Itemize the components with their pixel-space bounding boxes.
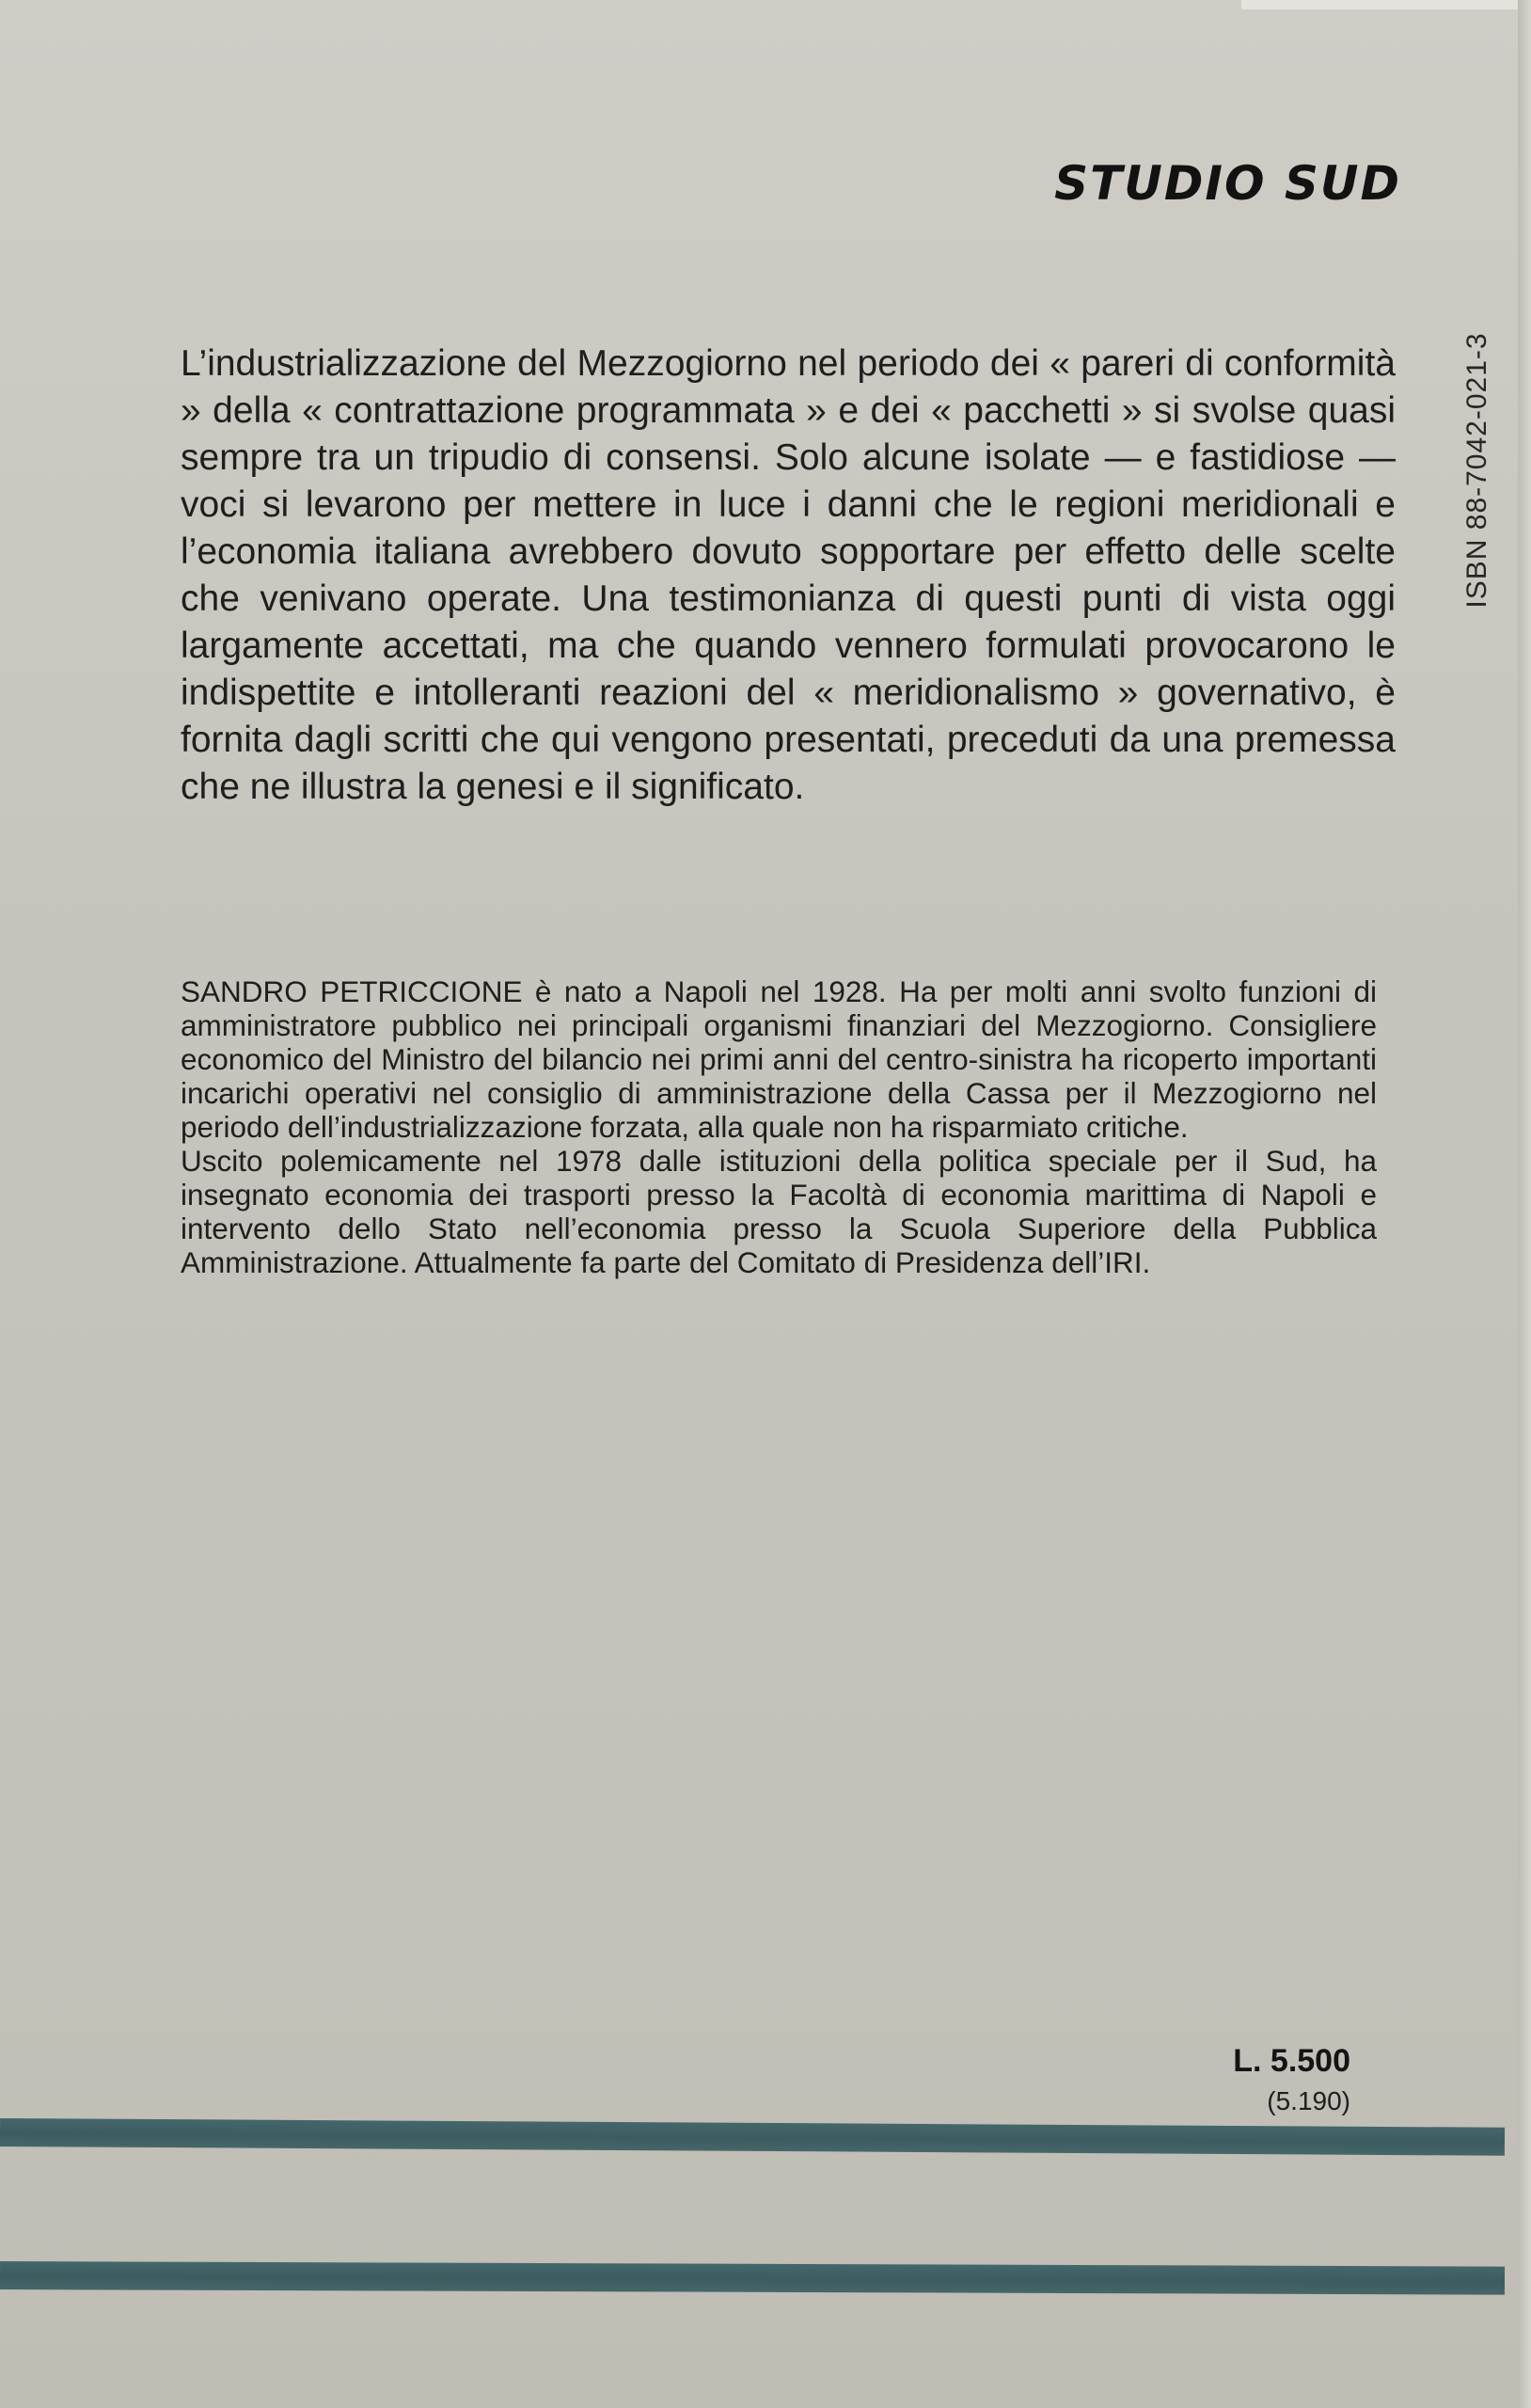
price-secondary-label: (5.190) bbox=[1267, 2086, 1350, 2115]
price-label: L. 5.500 bbox=[1233, 2043, 1350, 2079]
isbn-code: ISBN 88-7042-021-3 bbox=[1461, 332, 1492, 609]
series-title: STUDIO SUD bbox=[1054, 156, 1401, 211]
author-bio-paragraph: Uscito polemicamente nel 1978 dalle istituzioni della politica speciale per il Sud, ha insegnato economia dei trasporti presso la Facoltà di economia marittima di Napoli e intervento dello Stato nell’economia presso la Scuola Superiore della Pubblica Amministrazione. Attualmente fa parte del Comitato di Presidenza dell’IRI. bbox=[181, 1144, 1377, 1279]
book-blurb: L’industrializzazione del Mezzogiorno nel periodo dei « pareri di conformità » della « contrattazione programmata » e dei « pacchetti » si svolse quasi sempre tra un tripudio di consensi. Solo alcune isolate — e fastidiose — voci si levarono per mettere in luce i danni che le regioni meridionali e l’economia italiana avrebbero dovuto sopportare per effetto delle scelte che venivano operate. Una testimonianza di questi punti di vista oggi largamente accettati, ma che quando vennero formulati provocarono le indispettite e intolleranti reazioni del « meridionalismo » governativo, è fornita dagli scritti che qui vengono presentati, preceduti da una premessa che ne illustra la genesi e il significato. bbox=[181, 343, 1396, 807]
author-bio-paragraph: SANDRO PETRICCIONE è nato a Napoli nel 1928. Ha per molti anni svolto funzioni di amministratore pubblico nei principali organismi finanziari del Mezzogiorno. Consigliere economico del Ministro del bilancio nei primi anni del centro-sinistra ha ricoperto importanti incarichi operativi nel consiglio di amministrazione della Cassa per il Mezzogiorno nel periodo dell’industrializzazione forzata, alla quale non ha risparmiato critiche. bbox=[181, 974, 1377, 1144]
decorative-stripe bbox=[0, 2118, 1505, 2156]
decorative-stripe bbox=[0, 2261, 1505, 2295]
page-edge-strip bbox=[1241, 0, 1531, 9]
author-bio bbox=[181, 974, 1377, 1279]
page-edge-right bbox=[1518, 0, 1531, 2408]
